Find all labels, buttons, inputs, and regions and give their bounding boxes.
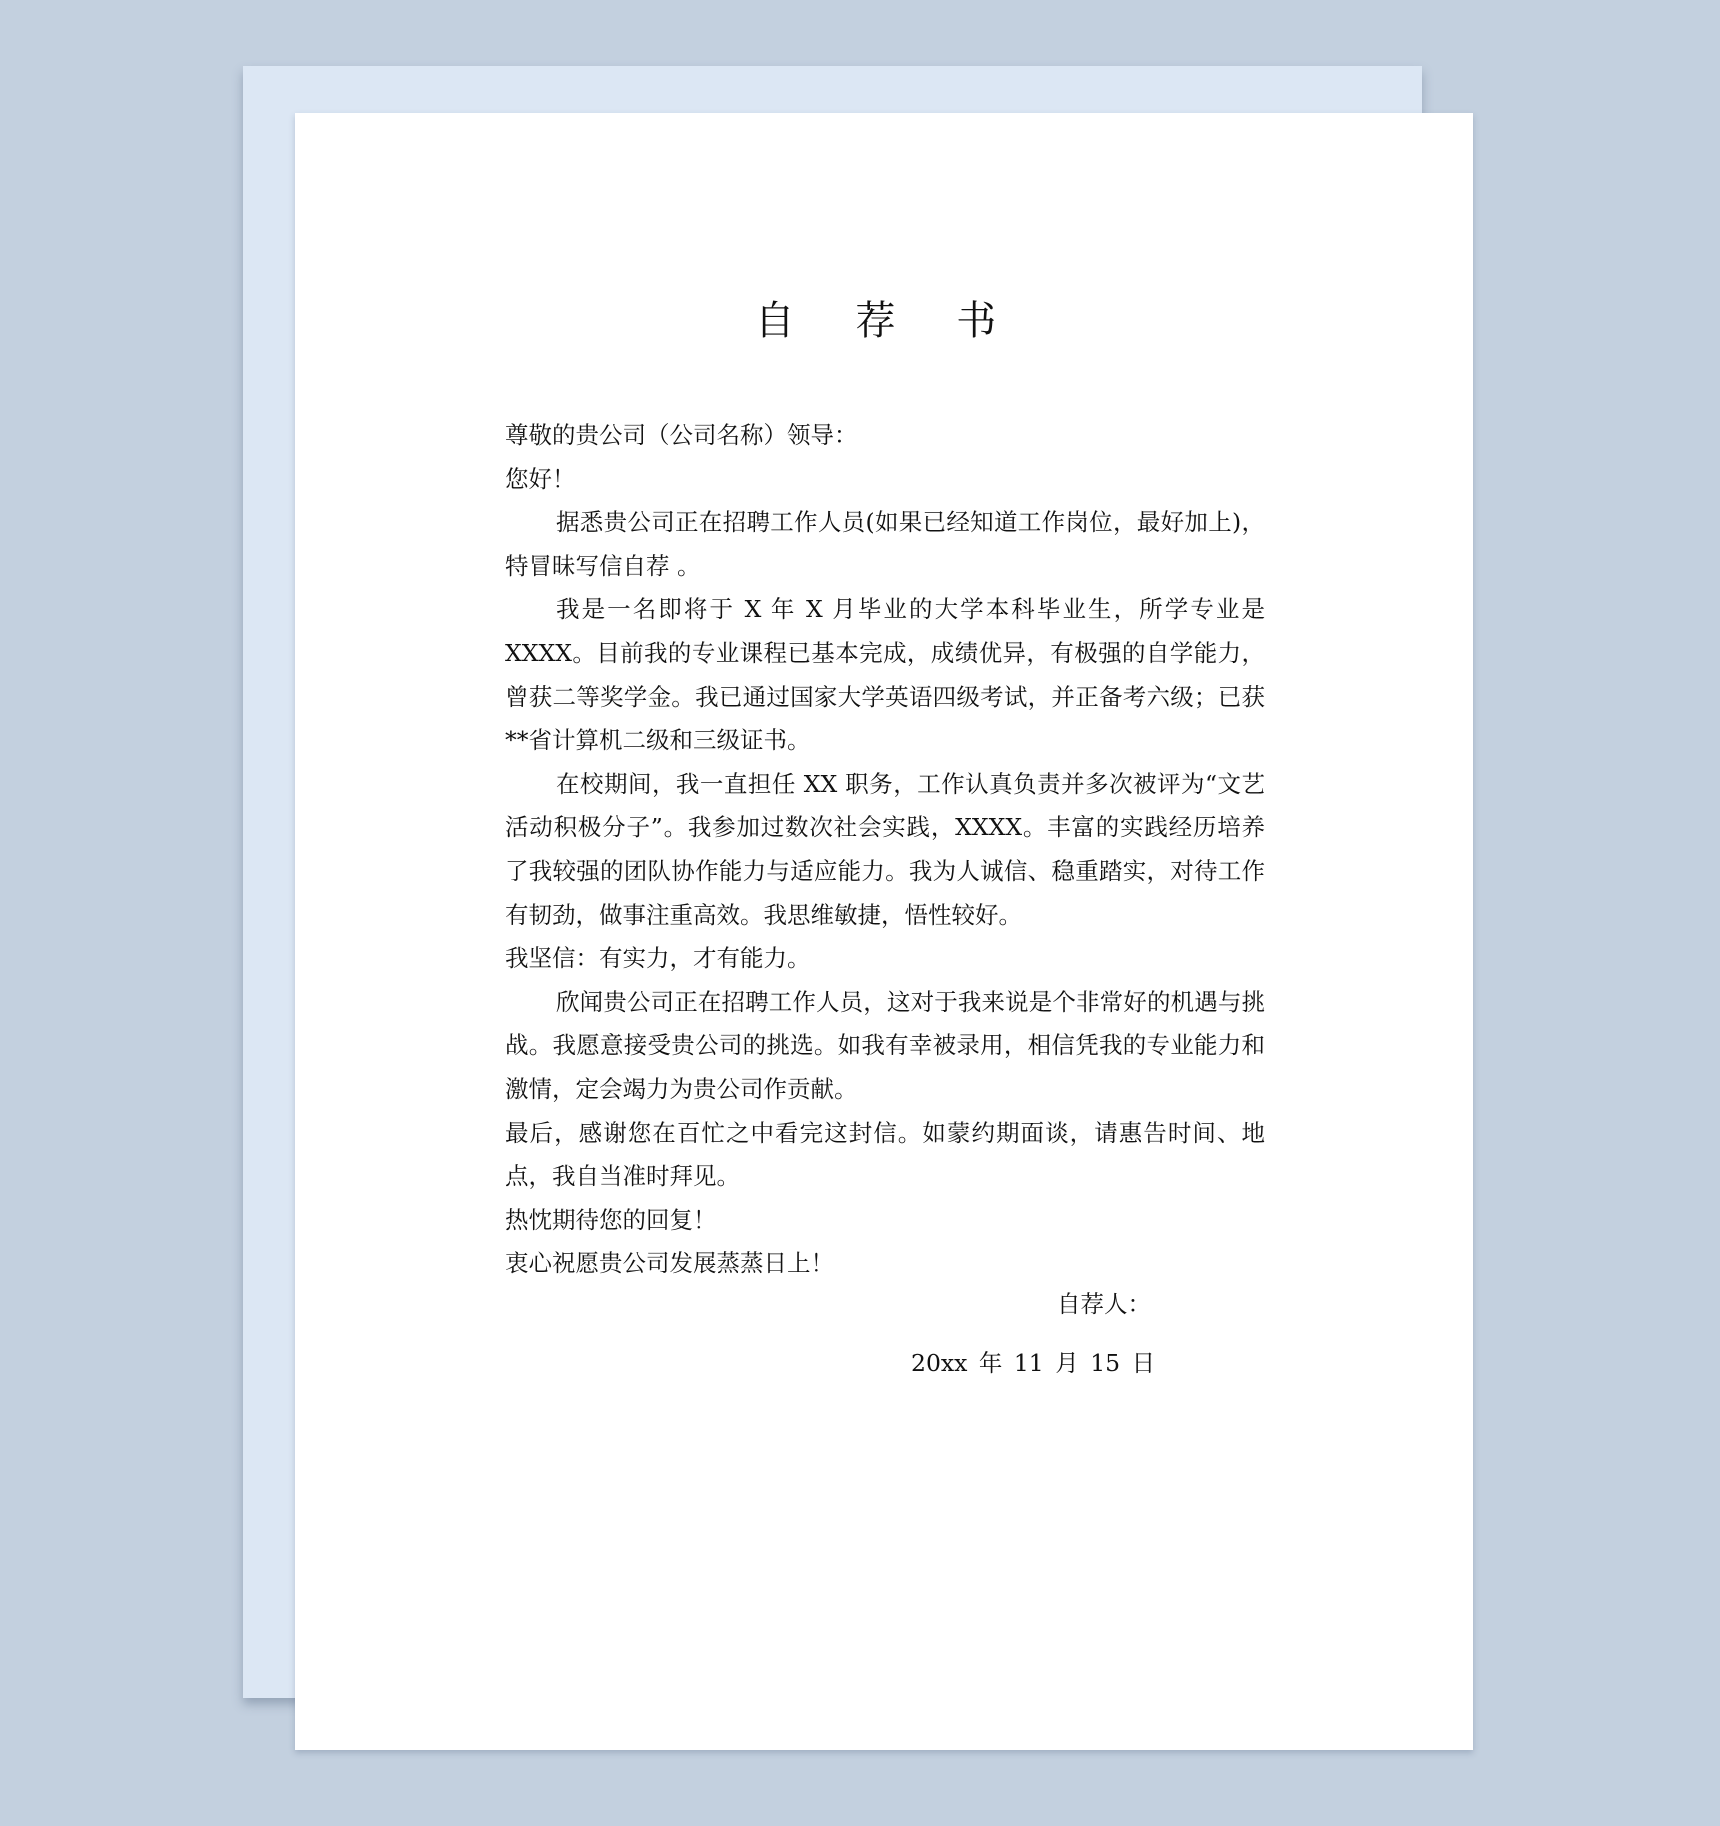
paragraph-intro: 据悉贵公司正在招聘工作人员(如果已经知道工作岗位，最好加上)，特冒昧写信自荐 。 xyxy=(505,508,1265,580)
greeting: 您好！ xyxy=(505,464,576,493)
letter-body xyxy=(505,414,1265,1286)
salutation: 尊敬的贵公司（公司名称）领导： xyxy=(505,421,858,449)
paragraph-experience: 在校期间，我一直担任 XX 职务，工作认真负责并多次被评为“文艺活动积极分子”。我参加过数次社会实践，XXXX。丰富的实践经历培养了我较强的团队协作能力与适应能力。我为人诚信、稳重踏实，对待工作有韧劲，做事注重高效。我思维敏捷，悟性较好。 xyxy=(505,769,1265,929)
belief-line: 我坚信：有实力，才有能力。 xyxy=(505,944,811,973)
closing-thanks: 最后，感谢您在百忙之中看完这封信。如蒙约期面谈，请惠告时间、地点，我自当准时拜见。 xyxy=(505,1118,1265,1191)
letter-date: 20xx 年 11 月 15 日 xyxy=(911,1349,1156,1377)
closing-wish: 衷心祝愿贵公司发展蒸蒸日上！ xyxy=(505,1249,834,1278)
signature-label: 自荐人： xyxy=(1057,1290,1151,1318)
closing-wait: 热忱期待您的回复！ xyxy=(505,1205,717,1234)
front-paper-sheet xyxy=(295,113,1473,1750)
document-title: 自 荐 书 xyxy=(754,298,1021,344)
paragraph-opportunity: 欣闻贵公司正在招聘工作人员，这对于我来说是个非常好的机遇与挑战。我愿意接受贵公司的挑选。如我有幸被录用，相信凭我的专业能力和激情，定会竭力为贵公司作贡献。 xyxy=(505,987,1265,1103)
paragraph-education: 我是一名即将于 X 年 X 月毕业的大学本科毕业生，所学专业是 XXXX。目前我的专业课程已基本完成，成绩优异，有极强的自学能力，曾获二等奖学金。我已通过国家大学英语四级考试，并正备考六级；已获**省计算机二级和三级证书。 xyxy=(505,595,1265,755)
